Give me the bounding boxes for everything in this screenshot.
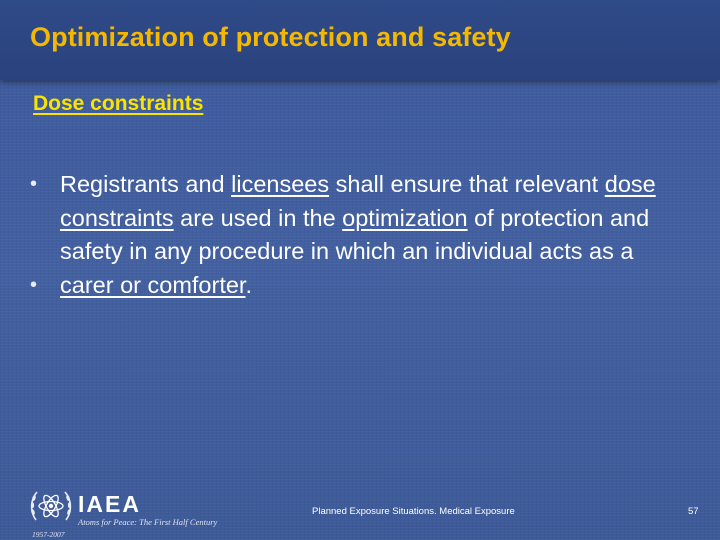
bullet-dot-icon: • (30, 274, 38, 297)
bullet-dot-icon: • (30, 173, 38, 195)
text-segment-underlined: licensees (231, 171, 330, 197)
text-segment: Registrants and (60, 171, 232, 197)
logo-years: 1957-2007 (32, 530, 65, 539)
iaea-logo (28, 484, 228, 538)
text-segment: of protection and safety in any procedure in which an individual acts as a (60, 204, 650, 265)
text-segment-underlined: carer or comforter (60, 272, 246, 299)
bullet-item (30, 168, 670, 269)
slide-title: Optimization of protection and safety (30, 22, 511, 52)
bullet-text (60, 272, 252, 298)
bullet-text (60, 171, 656, 264)
logo-wordmark: IAEA (78, 491, 141, 517)
text-segment: shall ensure that relevant (329, 171, 605, 197)
title-bar (0, 0, 720, 80)
bullet-list (30, 168, 670, 303)
text-segment-underlined: dose constraints (60, 171, 656, 231)
slide-subtitle: Dose constraints (33, 92, 204, 115)
text-segment: . (245, 272, 252, 299)
page-number: 57 (688, 506, 699, 517)
bullet-item (30, 269, 670, 303)
text-segment-underlined: optimization (342, 204, 468, 231)
text-segment: are used in the (173, 204, 343, 231)
footer-text: Planned Exposure Situations. Medical Exposure (312, 506, 515, 517)
logo-tagline: Atoms for Peace: The First Half Century (78, 517, 218, 527)
atom-laurel-icon (28, 484, 74, 530)
